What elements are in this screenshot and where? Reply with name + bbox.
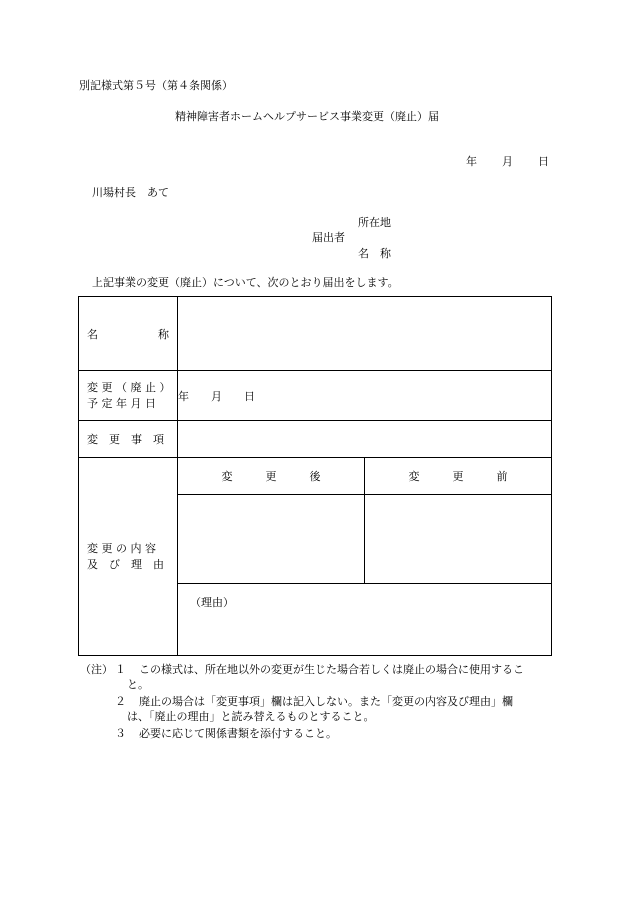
note-3-line1: 必要に応じて関係書類を添付すること。	[139, 727, 337, 740]
note-1-line2: と。	[127, 678, 149, 691]
schedule-day: 日	[244, 389, 255, 403]
note-2-line1: 廃止の場合は「変更事項」欄は記入しない。また「変更の内容及び理由」欄	[139, 695, 513, 708]
note-1-number: １	[115, 663, 126, 676]
name-label-left: 名	[87, 327, 98, 341]
content-label-cell	[79, 458, 178, 656]
note-2-line2: は、「廃止の理由」と読み替えるものとすること。	[127, 710, 375, 723]
date-month-label: 月	[502, 155, 513, 168]
schedule-label-cell	[79, 371, 178, 421]
change-item-label: 変 更 事 項	[79, 421, 178, 458]
content-label-line2: 及 び 理 由	[87, 557, 164, 571]
reason-label: （理由）	[190, 596, 234, 609]
schedule-label-line2: 予 定 年 月 日	[87, 396, 156, 410]
schedule-label-line1: 変 更 （ 廃 止 ）	[87, 380, 171, 394]
name-value-cell[interactable]	[178, 297, 552, 371]
name-row	[79, 297, 552, 371]
content-header-row	[79, 458, 552, 495]
note-prefix: （注）	[80, 663, 113, 676]
notification-table	[78, 296, 552, 656]
intro-text: 上記事業の変更（廃止）について、次のとおり届出をします。	[92, 276, 399, 289]
name-label-cell	[79, 297, 178, 371]
addressee: 川場村長 あて	[92, 186, 169, 199]
before-value-cell[interactable]	[365, 495, 552, 584]
note-3-number: ３	[115, 727, 126, 740]
schedule-month: 月	[211, 389, 222, 403]
content-label-line1: 変 更 の 内 容	[87, 541, 156, 555]
schedule-row	[79, 371, 552, 421]
note-2-number: ２	[115, 695, 126, 708]
form-number: 別記様式第５号（第４条関係）	[79, 79, 233, 92]
change-item-row	[79, 421, 552, 458]
after-header: 変 更 後	[178, 458, 365, 495]
change-item-value-cell[interactable]	[178, 421, 552, 458]
applicant-label: 届出者	[312, 231, 345, 244]
date-year-label: 年	[466, 155, 477, 168]
page-title: 精神障害者ホームヘルプサービス事業変更（廃止）届	[175, 110, 439, 123]
schedule-value-cell[interactable]	[178, 371, 552, 421]
name-label: 名 称	[358, 247, 391, 260]
schedule-year: 年	[178, 389, 189, 403]
note-1-line1: この様式は、所在地以外の変更が生じた場合若しくは廃止の場合に使用するこ	[139, 663, 524, 676]
before-header: 変 更 前	[365, 458, 552, 495]
after-value-cell[interactable]	[178, 495, 365, 584]
reason-cell[interactable]	[178, 584, 552, 656]
name-label-right: 称	[158, 327, 169, 341]
date-day-label: 日	[538, 155, 549, 168]
address-label: 所在地	[358, 216, 391, 229]
